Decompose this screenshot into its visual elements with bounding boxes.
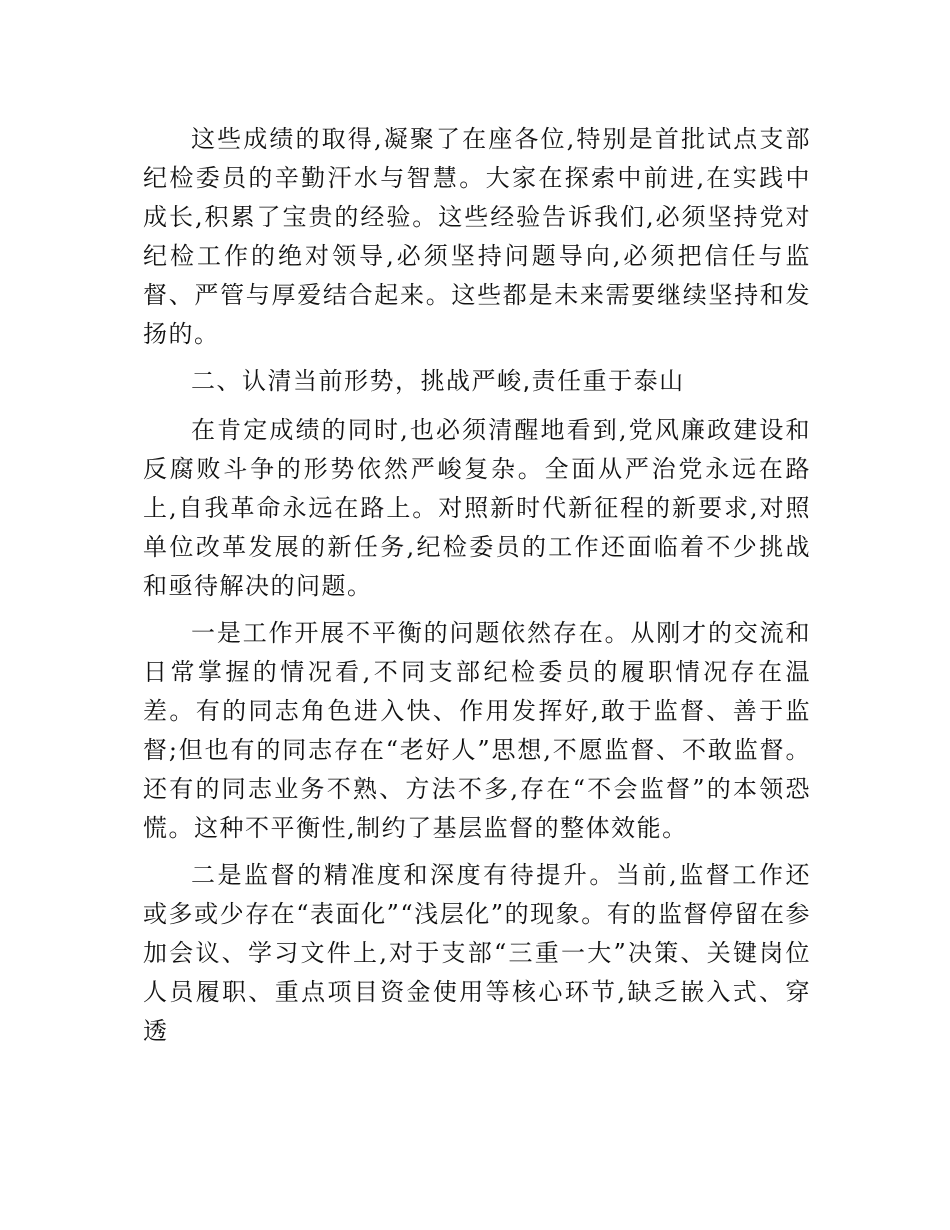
paragraph-situation: 在肯定成绩的同时,也必须清醒地看到,党风廉政建设和反腐败斗争的形势依然严峻复杂。全面从严治党永远在路上,自我革命永远在路上。对照新时代新征程的新要求,对照单位改革发展的新任务,纪检委员的工作还面临着不少挑战和亟待解决的问题。 (143, 416, 811, 600)
paragraph-achievements: 这些成绩的取得,凝聚了在座各位,特别是首批试点支部纪检委员的辛勤汗水与智慧。大家在探索中前进,在实践中成长,积累了宝贵的经验。这些经验告诉我们,必须坚持党对纪检工作的绝对领导,必须坚持问题导向,必须把信任与监督、严管与厚爱结合起来。这些都是未来需要继续坚持和发扬的。 (143, 125, 811, 348)
paragraph-point-two: 二是监督的精准度和深度有待提升。当前,监督工作还或多或少存在“表面化”“浅层化”的现象。有的监督停留在参加会议、学习文件上,对于支部“三重一大”决策、关键岗位人员履职、重点项目资金使用等核心环节,缺乏嵌入式、穿透 (143, 861, 811, 1045)
document-page (143, 120, 811, 1059)
section-heading: 二、认清当前形势，挑战严峻,责任重于泰山 (191, 367, 685, 395)
paragraph-point-one: 一是工作开展不平衡的问题依然存在。从刚才的交流和日常掌握的情况看,不同支部纪检委员的履职情况存在温差。有的同志角色进入快、作用发挥好,敢于监督、善于监督;但也有的同志存在“老好人”思想,不愿监督、不敢监督。还有的同志业务不熟、方法不多,存在“不会监督”的本领恐慌。这种不平衡性,制约了基层监督的整体效能。 (143, 619, 811, 842)
